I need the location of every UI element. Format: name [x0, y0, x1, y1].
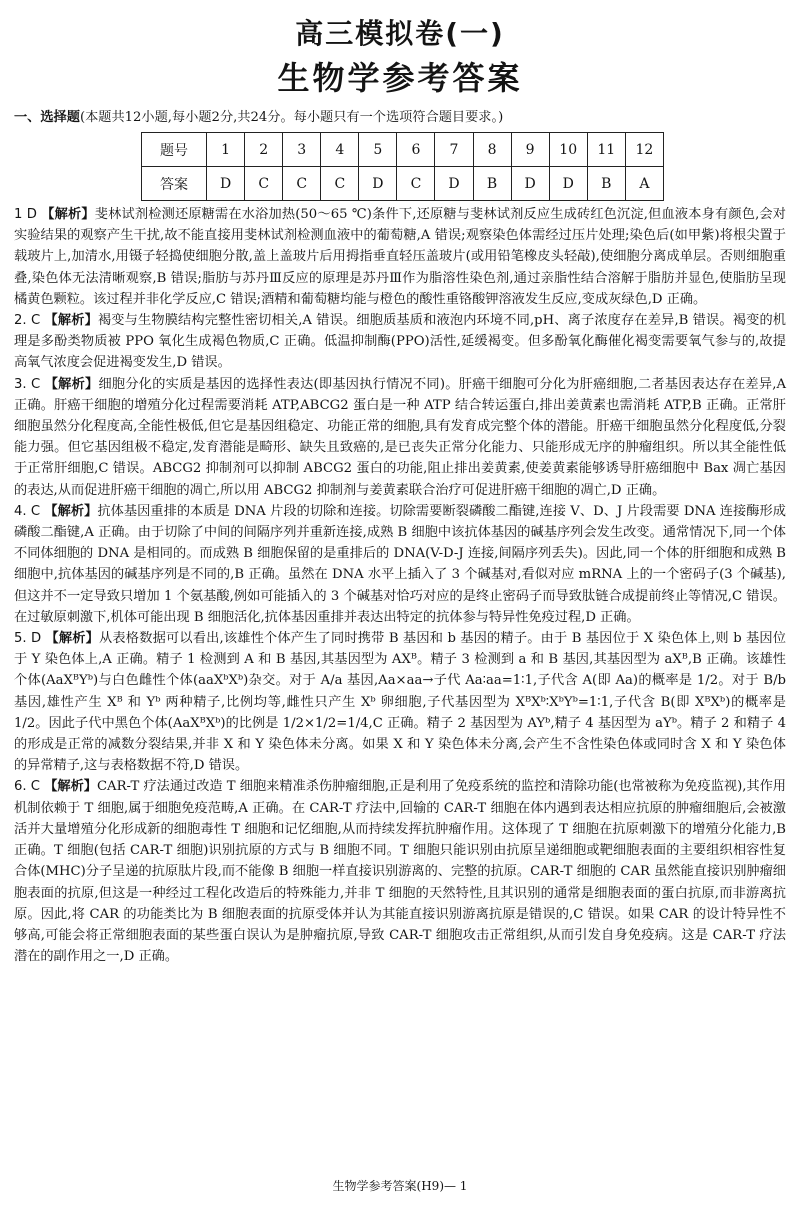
explanation-answer: 2. C [14, 313, 41, 329]
answer-table-number-row [142, 133, 664, 167]
explanation-item [14, 374, 786, 501]
question-number-cell: 9 [511, 133, 549, 167]
answer-cell: B [587, 167, 625, 201]
explanation-answer: 5. D [14, 631, 42, 647]
page-footer: 生物学参考答案(H9)— 1 [332, 1179, 468, 1193]
explanation-tag: 【解析】 [44, 779, 97, 795]
table-row-label: 题号 [142, 133, 207, 167]
explanation-text: 从表格数据可以看出,该雄性个体产生了同时携带 B 基因和 b 基因的精子。由于 B 基因位于 X 染色体上,则 b 基因位于 Y 染色体上,A 正确。精子 1 检测到 A 和 B 基因,其基因型为 AXᴮ。精子 3 检测到 a 和 B 基因,其基因型为 aXᴮ,B 正确。该雄性个体(AaXᴮYᵇ)与白色雌性个体(aaXᵇXᵇ)杂交。对于 A/a 基因,Aa×aa→子代 Aa∶aa=1∶1,子代含 A(即 Aa)的概率是 1/2。对于 B/b 基因,雄性产生 Xᴮ 和 Yᵇ 两种精子,比例均等,雌性只产生 Xᵇ 卵细胞,子代基因型为 XᴮXᵇ∶XᵇYᵇ=1∶1,子代含 B(即 XᴮXᵇ)的概率是 1/2。因此子代中黑色个体(AaXᴮXᵇ)的比例是 1/2×1/2=1/4,C 正确。精子 2 基因型为 AYᵇ,精子 4 基因型为 aYᵇ。精子 2 和精子 4 的形成是正常的减数分裂结果,并非 X 和 Y 染色体未分离。如果 X 和 Y 染色体未分离,会产生不含性染色体或同时含 X 和 Y 染色体的异常精子,这与表格数据不符,D 错误。 [14, 631, 786, 774]
answer-cell: D [359, 167, 397, 201]
section-instructions: (本题共12小题,每小题2分,共24分。每小题只有一个选项符合题目要求。) [79, 110, 504, 125]
question-number-cell: 3 [283, 133, 321, 167]
table-row-label: 答案 [142, 167, 207, 201]
explanation-tag: 【解析】 [45, 631, 100, 647]
explanations [14, 204, 786, 967]
explanation-tag: 【解析】 [44, 376, 99, 392]
explanation-text: 斐林试剂检测还原糖需在水浴加热(50～65 ℃)条件下,还原糖与斐林试剂反应生成砖红色沉淀,但血液本身有颜色,会对实验结果的观察产生干扰,故不能直接用斐林试剂检测血液中的葡萄糖,A 错误;观察染色体需经过压片处理;染色后(如甲紫)将根尖置于载玻片上,加清水,用镊子轻捣使细胞分散,盖上盖玻片后用拇指垂直轻压盖玻片(或用铅笔橡皮头轻敲),使细胞分离成单层。否则细胞重叠,染色体无法清晰观察,B 错误;脂肪与苏丹Ⅲ反应的原理是苏丹Ⅲ作为脂溶性染色剂,通过亲脂性结合溶解于脂肪并显色,使脂肪呈现橘黄色颗粒。该过程并非化学反应,C 错误;酒精和葡萄糖均能与橙色的酸性重铬酸钾溶液发生反应,变成灰绿色,D 正确。 [14, 207, 786, 307]
answer-cell: D [207, 167, 245, 201]
answer-cell: C [397, 167, 435, 201]
question-number-cell: 4 [321, 133, 359, 167]
answer-table-answer-row [142, 167, 664, 201]
explanation-tag: 【解析】 [41, 207, 95, 222]
explanation-item [14, 310, 786, 374]
explanation-answer: 6. C [14, 779, 40, 795]
explanation-answer: 3. C [14, 376, 41, 392]
question-number-cell: 7 [435, 133, 473, 167]
explanation-tag: 【解析】 [44, 313, 98, 329]
answer-cell: D [511, 167, 549, 201]
explanation-text: 抗体基因重排的本质是 DNA 片段的切除和连接。切除需要断裂磷酸二酯键,连接 V、D、J 片段需要 DNA 连接酶形成磷酸二酯键,A 正确。由于切除了中间的间隔序列并重新连接,成熟 B 细胞中该抗体基因的碱基序列会发生改变。通常情况下,同一个体不同体细胞的 DNA 是相同的。而成熟 B 细胞保留的是重排后的 DNA(V-D-J 连接,间隔序列丢失)。因此,同一个体的肝细胞和成熟 B 细胞中,抗体基因的碱基序列是不同的,B 正确。虽然在 DNA 水平上插入了 3 个碱基对,看似对应 mRNA 上的一个密码子(3 个碱基),但这并不一定导致只增加 1 个氨基酸,例如可能插入的 3 个碱基对恰巧对应的是终止密码子而导致肽链合成提前终止等情况,C 错误。在过敏原刺激下,机体可能出现 B 细胞活化,抗体基因重排并表达出特定的抗体参与特异性免疫过程,D 正确。 [14, 503, 786, 625]
question-number-cell: 2 [245, 133, 283, 167]
answer-cell: D [435, 167, 473, 201]
explanation-answer: 4. C [14, 503, 41, 519]
explanation-item [14, 501, 786, 628]
explanation-item [14, 204, 786, 310]
section-heading [14, 108, 794, 128]
question-number-cell: 12 [625, 133, 663, 167]
question-number-cell: 11 [587, 133, 625, 167]
section-label: 一、选择题 [14, 110, 80, 125]
question-number-cell: 6 [397, 133, 435, 167]
answer-cell: A [625, 167, 663, 201]
answer-table [141, 132, 664, 201]
explanation-text: 细胞分化的实质是基因的选择性表达(即基因执行情况不同)。肝癌干细胞可分化为肝癌细胞,二者基因表达存在差异,A 正确。肝癌干细胞的增殖分化过程需要消耗 ATP,ABCG2 蛋白是一种 ATP 结合转运蛋白,排出姜黄素也需消耗 ATP,B 正确。正常肝细胞虽然分化程度高,全能性极低,但它是基因组稳定、功能正常的细胞,具有发育成完整个体的潜能。肝癌干细胞虽然分化程度低,分裂能力强。但它基因组极不稳定,发育潜能是畸形、缺失且致癌的,是已丧失正常分化能力、只能形成无序的肿瘤组织。所以其全能性低于正常肝细胞,C 错误。ABCG2 抑制剂可以抑制 ABCG2 蛋白的功能,阻止排出姜黄素,使姜黄素能够诱导肝癌细胞中 Bax 凋亡基因的表达,从而促进肝癌干细胞的凋亡,所以用 ABCG2 抑制剂与姜黄素联合治疗可促进肝癌干细胞的凋亡,D 正确。 [14, 376, 787, 498]
explanation-item [14, 776, 786, 967]
explanation-answer: 1 D [14, 207, 37, 222]
explanation-text: CAR-T 疗法通过改造 T 细胞来精准杀伤肿瘤细胞,正是利用了免疫系统的监控和清除功能(也常被称为免疫监视),其作用机制依赖于 T 细胞,属于细胞免疫范畴,A 正确。在 CAR-T 疗法中,回输的 CAR-T 细胞在体内遇到表达相应抗原的肿瘤细胞后,会被激活并大量增殖分化形成新的细胞毒性 T 细胞和记忆细胞,从而持续发挥抗肿瘤作用。这体现了 T 细胞在抗原刺激下的增殖分化能力,B 正确。T 细胞(包括 CAR-T 细胞)识别抗原的方式与 B 细胞不同。T 细胞只能识别由抗原呈递细胞或靶细胞表面的主要组织相容性复合体(MHC)分子呈递的抗原肽片段,而不能像 B 细胞一样直接识别游离的、完整的抗原。CAR-T 细胞的 CAR 虽然能直接识别肿瘤细胞表面的抗原,但这是一种经过工程化改造后的特殊能力,并非 T 细胞的天然特性,且其识别的通常是细胞表面的蛋白抗原,而非游离抗原。因此,将 CAR 的功能类比为 B 细胞表面的抗原受体并认为其能直接识别游离抗原是错误的,C 错误。如果 CAR 的设计特异性不够高,可能会将正常细胞表面的某些蛋白误认为是肿瘤抗原,导致 CAR-T 细胞攻击正常组织,从而引发自身免疫病。这是 CAR-T 疗法潜在的副作用之一,D 正确。 [14, 779, 786, 965]
explanation-text: 褐变与生物膜结构完整性密切相关,A 错误。细胞质基质和液泡内环境不同,pH、离子浓度存在差异,B 错误。褐变的机理是多酚类物质被 PPO 氧化生成褐色物质,C 正确。低温抑制酶(PPO)活性,延缓褐变。但多酚氧化酶催化褐变需要氧气参与的,故提高氧气浓度会促进褐变发生,D 错误。 [14, 313, 786, 371]
question-number-cell: 5 [359, 133, 397, 167]
answer-cell: C [321, 167, 359, 201]
question-number-cell: 8 [473, 133, 511, 167]
question-number-cell: 1 [207, 133, 245, 167]
explanation-tag: 【解析】 [44, 503, 98, 519]
answer-cell: C [245, 167, 283, 201]
answer-cell: B [473, 167, 511, 201]
answer-cell: D [549, 167, 587, 201]
question-number-cell: 10 [549, 133, 587, 167]
page-subtitle: 生物学参考答案 [277, 59, 523, 97]
page-title: 高三模拟卷(一) [295, 17, 505, 50]
explanation-item [14, 628, 786, 776]
answer-cell: C [283, 167, 321, 201]
